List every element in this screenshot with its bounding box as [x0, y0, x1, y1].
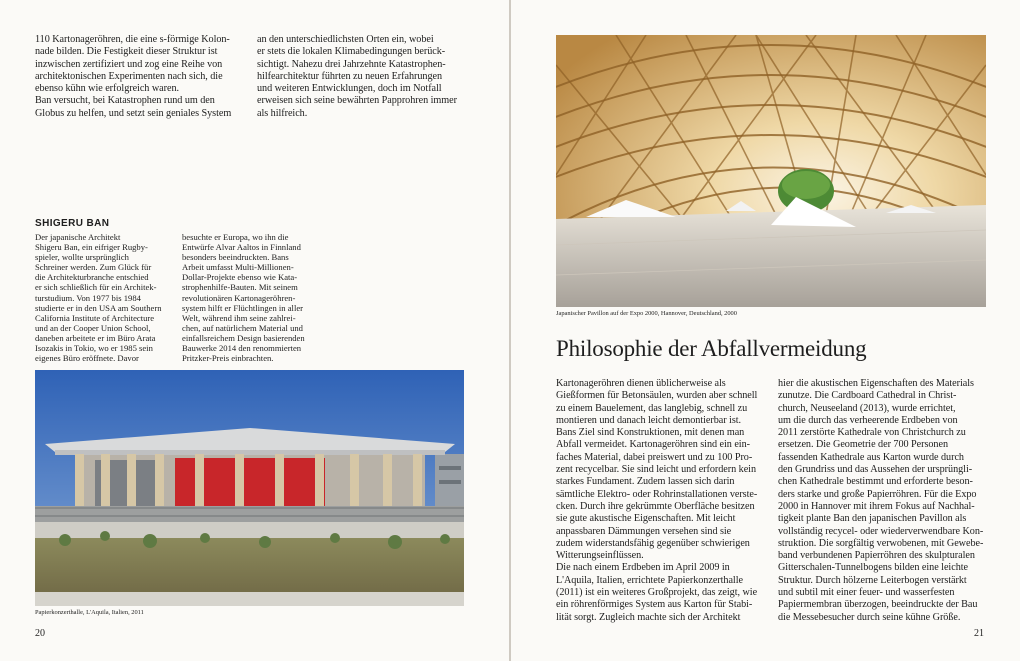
bio-column-1: Der japanische Architekt Shigeru Ban, ein eifriger Rugby- spieler, wollte ursprünglich Schreiner werden. Zum Glück für die Architekturbranche entschied er sich schließlich für ein Architek- turstudium. Von 1977 bis 1984 studierte er in den USA am Southern California Institute of Architecture und an der Cooper Union School, daneben arbeitete er im Büro Arata Isozakis in Tokio, wo er 1985 sein eigenes Büro eröffnete. Davor — [35, 232, 162, 364]
expo-pavilion-caption: Japanischer Pavillon auf der Expo 2000, Hannover, Deutschland, 2000 — [556, 310, 737, 317]
left-page — [0, 0, 509, 661]
chapter-title: Philosophie der Abfallvermeidung — [556, 336, 867, 361]
page-number-left: 20 — [35, 628, 45, 639]
bio-heading: SHIGERU BAN — [35, 218, 110, 229]
expo-pavilion-photo — [556, 35, 986, 307]
body-column-2: hier die akustischen Eigenschaften des Materials zunutze. Die Cardboard Cathedral in Christ- church, Neuseeland (2013), wurde errichtet, um die durch das verheerende Erdbeben von 2011 zerstörte Kathedrale von Christchurch zu ersetzen. Die Geometrie der 700 Personen fassenden Kathedrale aus Karton wurde durch den Grundriss und das Aussehen der ursprüngli- chen Kathedrale bestimmt und erforderte beson- ders starke und große Papierröhren. Für die Expo 2000 in Hannover mit ihrem Fokus auf Nachhal- tigkeit plante Ban den japanischen Pavillon als vollständig recycel- oder wiederverwendbare Kon- struktion. Die sorgfältig verwobenen, mit Gewebe- band verbundenen Papierröhren des skulpturalen Gitterschalen-Tunnelbogens bilden eine leichte Struktur. Durch hölzerne Leiterbogen verstärkt und subtil mit einer feuer- und wasserfesten Papiermembran überzogen, beeindruckte der Bau die Messebesucher durch seine kühne Größe. — [778, 378, 984, 623]
intro-column-1: 110 Kartonageröhren, die eine s-förmige Kolon- nade bilden. Die Festigkeit dieser Struktur ist inzwischen zertifiziert und zog eine Reihe von architektonischen Experimenten nach sich, die ebenso kühn wie erfolgreich waren. Ban versucht, bei Katastrophen rund um den Globus zu helfen, und setzt sein geniales System — [35, 34, 232, 119]
intro-column-2: an den unterschiedlichsten Orten ein, wobei er stets die lokalen Klimabedingungen berück- sichtigt. Nahezu drei Jahrzehnte Katastrophen- hilfearchitektur führten zu neuen Erfahrungen und weiteren Entwicklungen, doch im Notfall erweisen sich seine bewährten Papprohren immer als hilfreich. — [257, 34, 457, 119]
body-column-1: Kartonageröhren dienen üblicherweise als Gießformen für Betonsäulen, wurden aber schnell zu einem Bauelement, das langlebig, schnell zu montieren und danach leicht demontierbar ist. Bans Ziel sind Konstruktionen, mit denen man Abfall vermeidet. Kartonageröhren sind ein ein- faches Material, dabei preiswert und zu 100 Pro- zent recycelbar. Sie sind leicht und erfordern kein starkes Fundament. Zudem lassen sich darin sämtliche Elektro- oder Rohrinstallationen verste- cken. Durch ihre gekrümmte Oberfläche besitzen sie gute akustische Eigenschaften. Mit leicht anpassbaren Dämmungen versehen sind sie zudem widerstandsfähig gegenüber schwierigen Witterungseinflüssen. Die nach einem Erdbeben im April 2009 in L'Aquila, Italien, errichtete Papierkonzerthalle (2011) ist ein weiteres Großprojekt, das zeigt, wie ein röhrenförmiges System aus Karton für Stabi- lität sorgt. Zugleich machte sich der Architekt — [556, 378, 758, 623]
concert-hall-caption: Papierkonzerthalle, L'Aquila, Italien, 2011 — [35, 609, 144, 616]
page-number-right: 21 — [974, 628, 984, 639]
right-page — [511, 0, 1020, 661]
bio-column-2: besuchte er Europa, wo ihn die Entwürfe Alvar Aaltos in Finnland besonders beeindruckten. Bans Arbeit umfasst Multi-Millionen- Dollar-Projekte ebenso wie Kata- strophenhilfe-Bauten. Mit seinem revolutionären Kartonageröhren- system hilft er Flüchtlingen in aller Welt, während ihm seine zahlrei- chen, auf natürlichem Material und einfallsreichem Design basierenden Bauwerke 2014 den renommierten Pritzker-Preis einbrachten. — [182, 232, 305, 364]
concert-hall-photo — [35, 370, 464, 606]
